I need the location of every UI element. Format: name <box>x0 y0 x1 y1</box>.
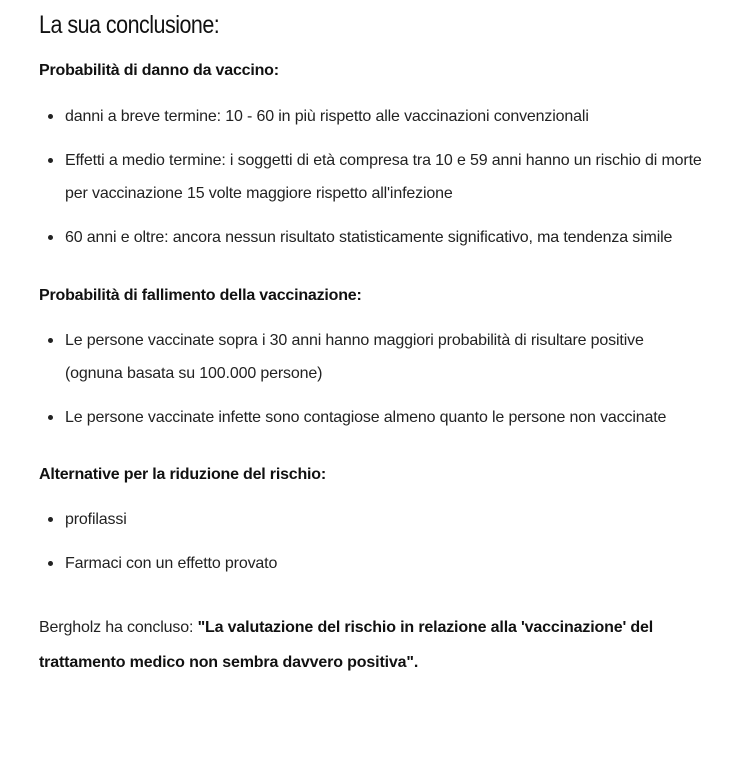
section-title-vaccine-damage: Probabilità di danno da vaccino: <box>39 62 279 79</box>
article-content <box>39 0 704 680</box>
list-item: Le persone vaccinate infette sono contagiose almeno quanto le persone non vaccinate <box>65 401 704 434</box>
list-item: danni a breve termine: 10 - 60 in più rispetto alle vaccinazioni convenzionali <box>65 100 704 133</box>
conclusion-quote: "La valutazione del rischio in relazione alla 'vaccinazione' del trattamento medico non sembra davvero positiva". <box>39 619 654 671</box>
conclusion-paragraph <box>39 610 704 680</box>
list-item: 60 anni e oltre: ancora nessun risultato statisticamente significativo, ma tendenza simile <box>65 221 704 254</box>
list-item: Effetti a medio termine: i soggetti di età compresa tra 10 e 59 anni hanno un rischio di morte per vaccinazione 15 volte maggiore rispetto all'infezione <box>65 144 704 210</box>
list-item: Farmaci con un effetto provato <box>65 547 704 580</box>
conclusion-lead: Bergholz ha concluso: <box>39 619 198 636</box>
section-title-vaccine-failure: Probabilità di fallimento della vaccinazione: <box>39 287 362 304</box>
section-title-risk-alternatives: Alternative per la riduzione del rischio: <box>39 466 326 483</box>
bullet-list-vaccine-failure <box>39 324 704 434</box>
bullet-list-risk-alternatives <box>39 503 704 580</box>
list-item: Le persone vaccinate sopra i 30 anni hanno maggiori probabilità di risultare positive (ognuna basata su 100.000 persone) <box>65 324 704 390</box>
list-item: profilassi <box>65 503 704 536</box>
section-heading: La sua conclusione: <box>39 11 220 39</box>
bullet-list-vaccine-damage <box>39 100 704 254</box>
